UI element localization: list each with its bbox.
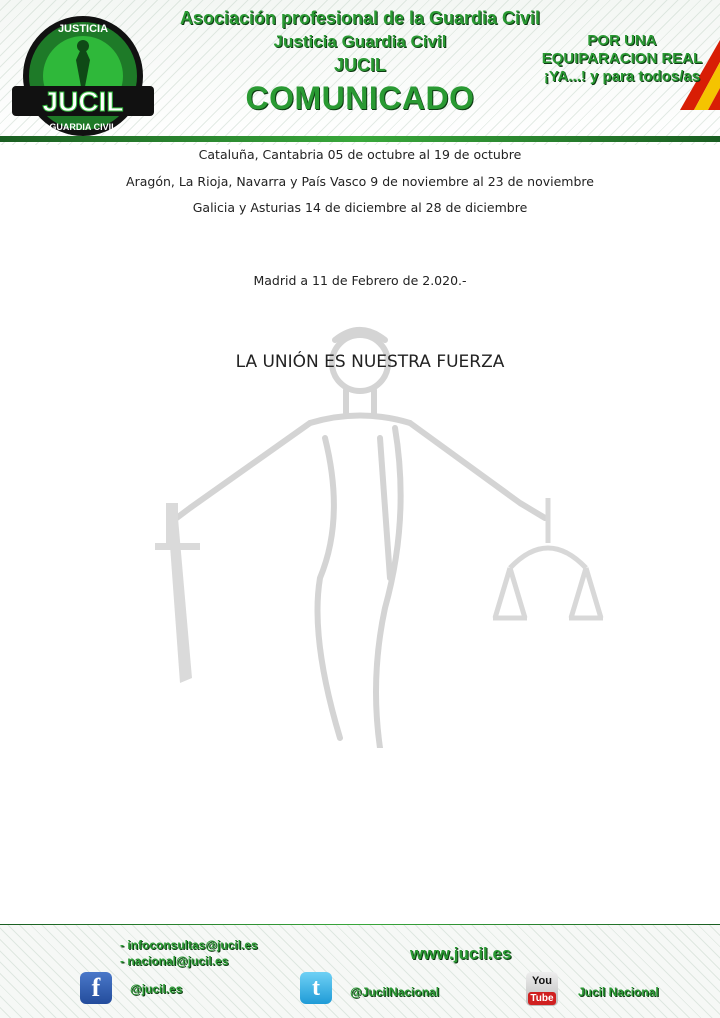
schedule-line-2: Aragón, La Rioja, Navarra y País Vasco 9 de noviembre al 23 de noviembre xyxy=(126,174,594,189)
slogan-line-3: ¡YA...! y para todos/as xyxy=(543,68,701,85)
slogan-line-2: EQUIPARACION REAL xyxy=(541,50,703,67)
svg-text:JUCIL: JUCIL xyxy=(42,86,124,117)
header-subtitle: Justicia Guardia Civil xyxy=(273,32,447,51)
facebook-icon[interactable]: f xyxy=(80,972,112,1004)
email-nacional[interactable]: - nacional@jucil.es xyxy=(120,954,229,968)
schedule-line-1: Cataluña, Cantabria 05 de octubre al 19 de octubre xyxy=(198,147,522,162)
header xyxy=(0,0,720,145)
header-acronym: JUCIL xyxy=(333,55,386,75)
date-line: Madrid a 11 de Febrero de 2.020.- xyxy=(253,273,467,288)
svg-text:JUSTICIA: JUSTICIA xyxy=(57,23,109,35)
website-link[interactable]: www.jucil.es xyxy=(410,944,512,963)
justice-statue-watermark xyxy=(150,318,610,748)
youtube-handle[interactable]: Jucil Nacional xyxy=(578,985,659,999)
twitter-icon[interactable]: t xyxy=(300,972,332,1004)
youtube-tube-text: Tube xyxy=(530,993,554,1004)
schedule-line-3: Galicia y Asturias 14 de diciembre al 28 de diciembre xyxy=(192,200,528,215)
slogan-line-1: POR UNA xyxy=(587,32,657,49)
youtube-icon[interactable] xyxy=(526,972,558,1006)
motto: LA UNIÓN ES NUESTRA FUERZA xyxy=(235,352,505,372)
svg-text:GUARDIA CIVIL: GUARDIA CIVIL xyxy=(49,122,117,132)
facebook-handle[interactable]: @jucil.es xyxy=(130,982,183,996)
email-infoconsultas[interactable]: - infoconsultas@jucil.es xyxy=(120,938,258,952)
jucil-logo xyxy=(12,12,154,140)
twitter-handle[interactable]: @JucilNacional xyxy=(350,985,440,999)
youtube-you-text: You xyxy=(532,975,552,987)
header-association: Asociación profesional de la Guardia Civil xyxy=(179,8,541,28)
page-title: COMUNICADO xyxy=(245,80,475,116)
header-divider xyxy=(0,136,720,142)
